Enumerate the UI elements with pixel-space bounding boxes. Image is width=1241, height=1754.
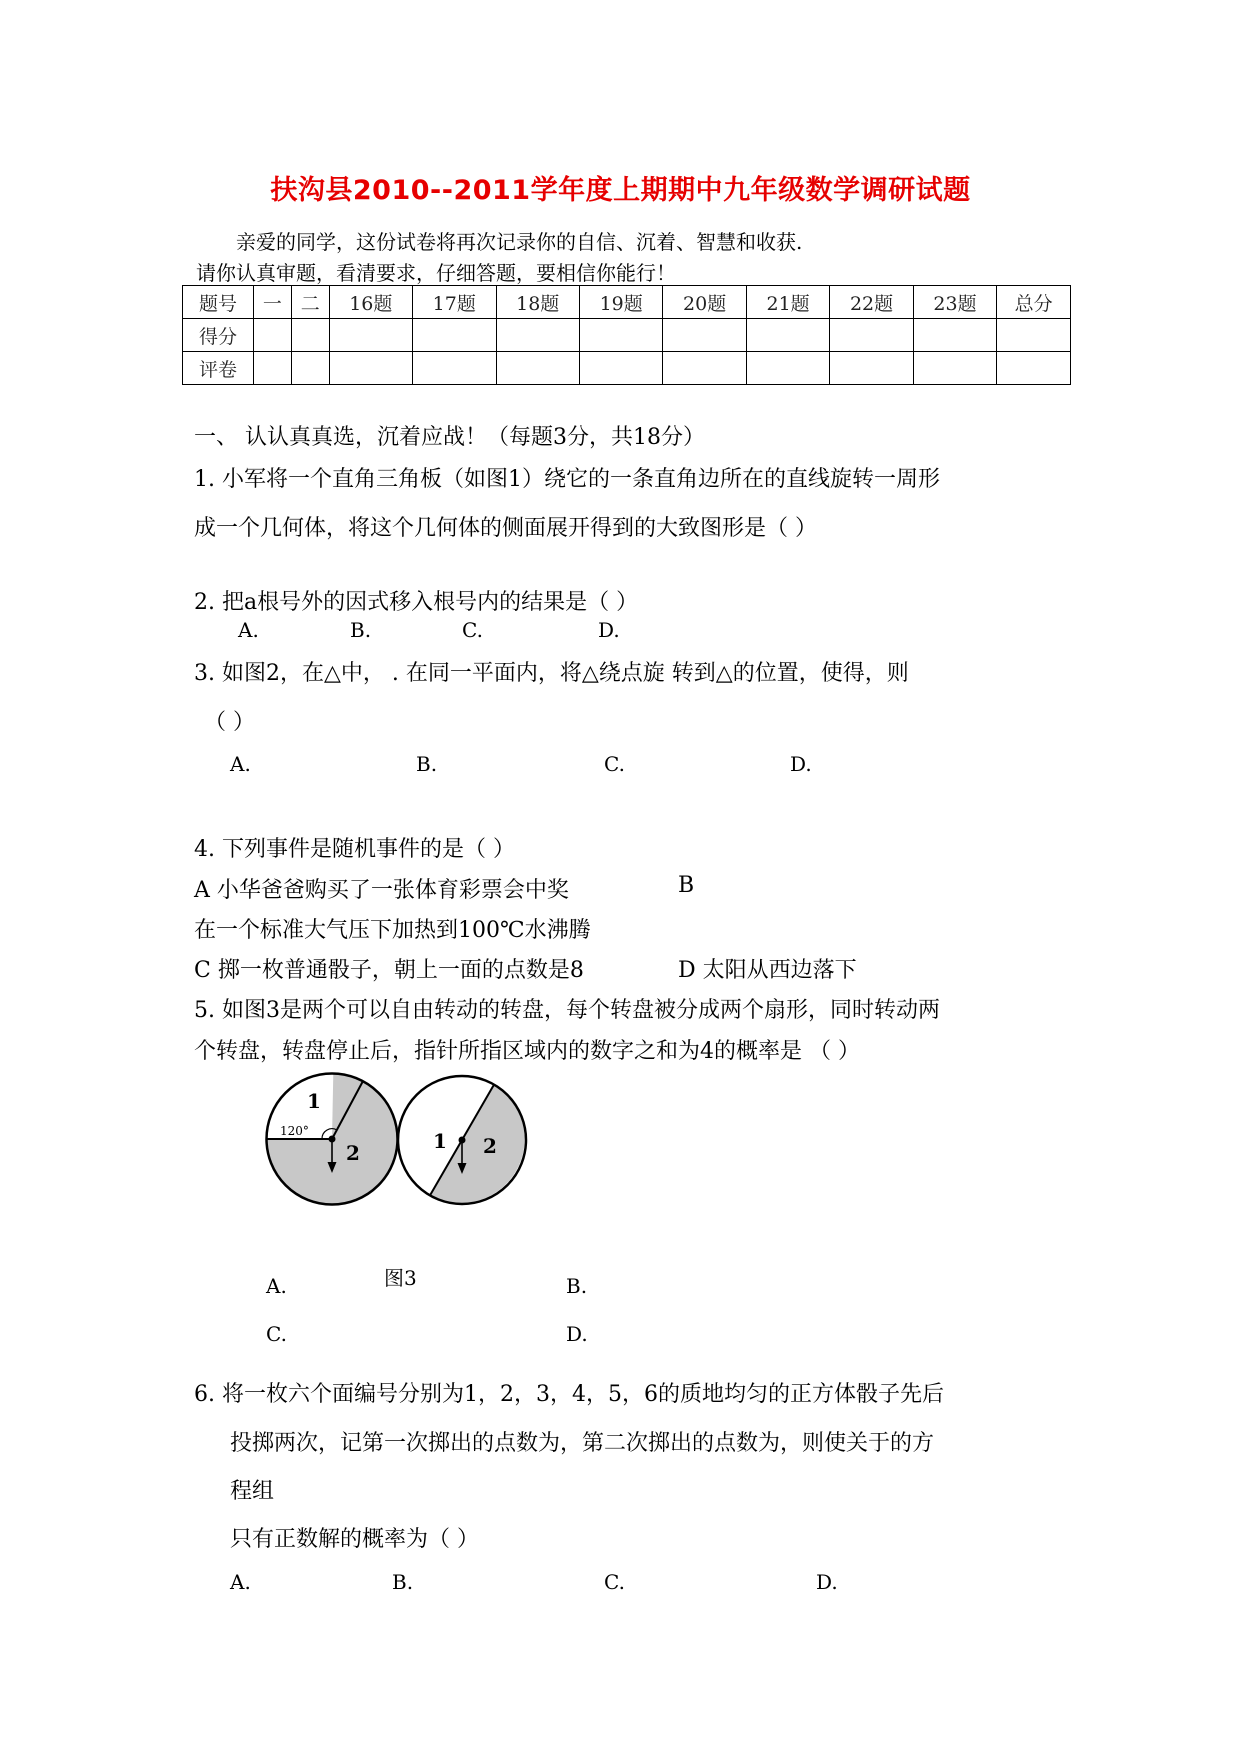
score-header-cell: 一 (254, 286, 292, 319)
spinner-2 (398, 1076, 526, 1204)
spinner-figure (262, 1066, 542, 1216)
question-5-line-2: 个转盘，转盘停止后，指针所指区域内的数字之和为4的概率是 （ ） (194, 1039, 860, 1064)
score-header-cell: 二 (291, 286, 329, 319)
score-header-cell: 22题 (830, 286, 913, 319)
question-5-option-b: B. (566, 1274, 588, 1298)
question-4-option-b-text: 在一个标准大气压下加热到100℃水沸腾 (194, 918, 591, 943)
score-row-label: 得分 (183, 319, 254, 352)
grader-cell[interactable] (663, 352, 746, 385)
score-cell[interactable] (913, 319, 996, 352)
question-6-option-d: D. (816, 1570, 838, 1594)
score-table (182, 285, 1071, 385)
grader-cell[interactable] (254, 352, 292, 385)
question-3-option-d: D. (790, 752, 812, 776)
question-3-option-c: C. (604, 752, 625, 776)
score-table-header-row (183, 286, 1071, 319)
score-row (183, 319, 1071, 352)
spinner-2-label-1: 1 (433, 1129, 447, 1153)
question-6-option-a: A. (230, 1570, 251, 1594)
question-6-line-2: 投掷两次，记第一次掷出的点数为，第二次掷出的点数为，则使关于的方 (230, 1431, 935, 1456)
score-header-cell: 23题 (913, 286, 996, 319)
score-header-cell: 18题 (496, 286, 579, 319)
question-4-option-c: C 掷一枚普通骰子，朝上一面的点数是8 (194, 958, 584, 983)
spinner-1-label-1: 1 (307, 1089, 321, 1113)
figure-3-caption: 图3 (384, 1266, 417, 1290)
score-cell[interactable] (496, 319, 579, 352)
score-header-cell: 20题 (663, 286, 746, 319)
score-header-cell: 题号 (183, 286, 254, 319)
question-1-line-1: 1. 小军将一个直角三角板（如图1）绕它的一条直角边所在的直线旋转一周形 (194, 467, 940, 492)
question-3-option-a: A. (230, 752, 251, 776)
score-cell[interactable] (997, 319, 1071, 352)
spinner-2-label-2: 2 (483, 1134, 497, 1158)
question-5-line-1: 5. 如图3是两个可以自由转动的转盘，每个转盘被分成两个扇形，同时转动两 (194, 998, 940, 1023)
grader-cell[interactable] (291, 352, 329, 385)
page-title: 扶沟县2010--2011学年度上期期中九年级数学调研试题 (270, 175, 971, 206)
grader-row-label: 评卷 (183, 352, 254, 385)
question-2-option-c: C. (462, 618, 483, 642)
question-5-option-a: A. (266, 1274, 287, 1298)
grader-cell[interactable] (579, 352, 662, 385)
score-cell[interactable] (579, 319, 662, 352)
score-header-cell: 16题 (329, 286, 412, 319)
score-cell[interactable] (291, 319, 329, 352)
question-6-line-4: 只有正数解的概率为（ ） (230, 1527, 479, 1552)
question-4-option-a: A 小华爸爸购买了一张体育彩票会中奖 (194, 878, 569, 903)
score-cell[interactable] (746, 319, 829, 352)
question-3-option-b: B. (416, 752, 438, 776)
score-cell[interactable] (413, 319, 496, 352)
grader-cell[interactable] (997, 352, 1071, 385)
question-3-line-2: （ ） (204, 710, 255, 735)
question-2-line-1: 2. 把a根号外的因式移入根号内的结果是（ ） (194, 590, 639, 615)
score-header-cell: 21题 (746, 286, 829, 319)
question-6-option-b: B. (392, 1570, 414, 1594)
question-1-line-2: 成一个几何体，将这个几何体的侧面展开得到的大致图形是（ ） (194, 516, 817, 541)
grader-cell[interactable] (413, 352, 496, 385)
grader-cell[interactable] (830, 352, 913, 385)
question-2-option-a: A. (238, 618, 259, 642)
spinner-1-angle-label: 120° (280, 1124, 309, 1138)
grader-cell[interactable] (496, 352, 579, 385)
grader-row (183, 352, 1071, 385)
question-4-option-b-label: B (678, 873, 695, 898)
grader-cell[interactable] (746, 352, 829, 385)
question-6-line-3: 程组 (230, 1479, 275, 1504)
question-6-line-1: 6. 将一枚六个面编号分别为1，2，3，4，5，6的质地均匀的正方体骰子先后 (194, 1382, 944, 1407)
score-cell[interactable] (830, 319, 913, 352)
question-2-option-b: B. (350, 618, 372, 642)
score-header-cell: 17题 (413, 286, 496, 319)
spinner-1 (267, 1074, 398, 1205)
section-1-heading: 一、 认认真真选，沉着应战！（每题3分，共18分） (194, 425, 705, 450)
question-4-option-d: D 太阳从西边落下 (678, 958, 857, 983)
score-cell[interactable] (254, 319, 292, 352)
score-cell[interactable] (329, 319, 412, 352)
question-4-line-1: 4. 下列事件是随机事件的是（ ） (194, 837, 515, 862)
question-5-option-d: D. (566, 1322, 588, 1346)
intro-line-2: 请你认真审题，看清要求，仔细答题，要相信你能行！ (196, 261, 676, 285)
intro-line-1: 亲爱的同学，这份试卷将再次记录你的自信、沉着、智慧和收获. (236, 230, 803, 254)
question-6-option-c: C. (604, 1570, 625, 1594)
question-3-line-1: 3. 如图2，在△中， . 在同一平面内，将△绕点旋 转到△的位置，使得，则 (194, 661, 909, 686)
question-2-option-d: D. (598, 618, 620, 642)
grader-cell[interactable] (913, 352, 996, 385)
score-header-cell: 19题 (579, 286, 662, 319)
question-5-option-c: C. (266, 1322, 287, 1346)
grader-cell[interactable] (329, 352, 412, 385)
spinner-1-label-2: 2 (346, 1141, 360, 1165)
score-header-cell: 总分 (997, 286, 1071, 319)
score-cell[interactable] (663, 319, 746, 352)
